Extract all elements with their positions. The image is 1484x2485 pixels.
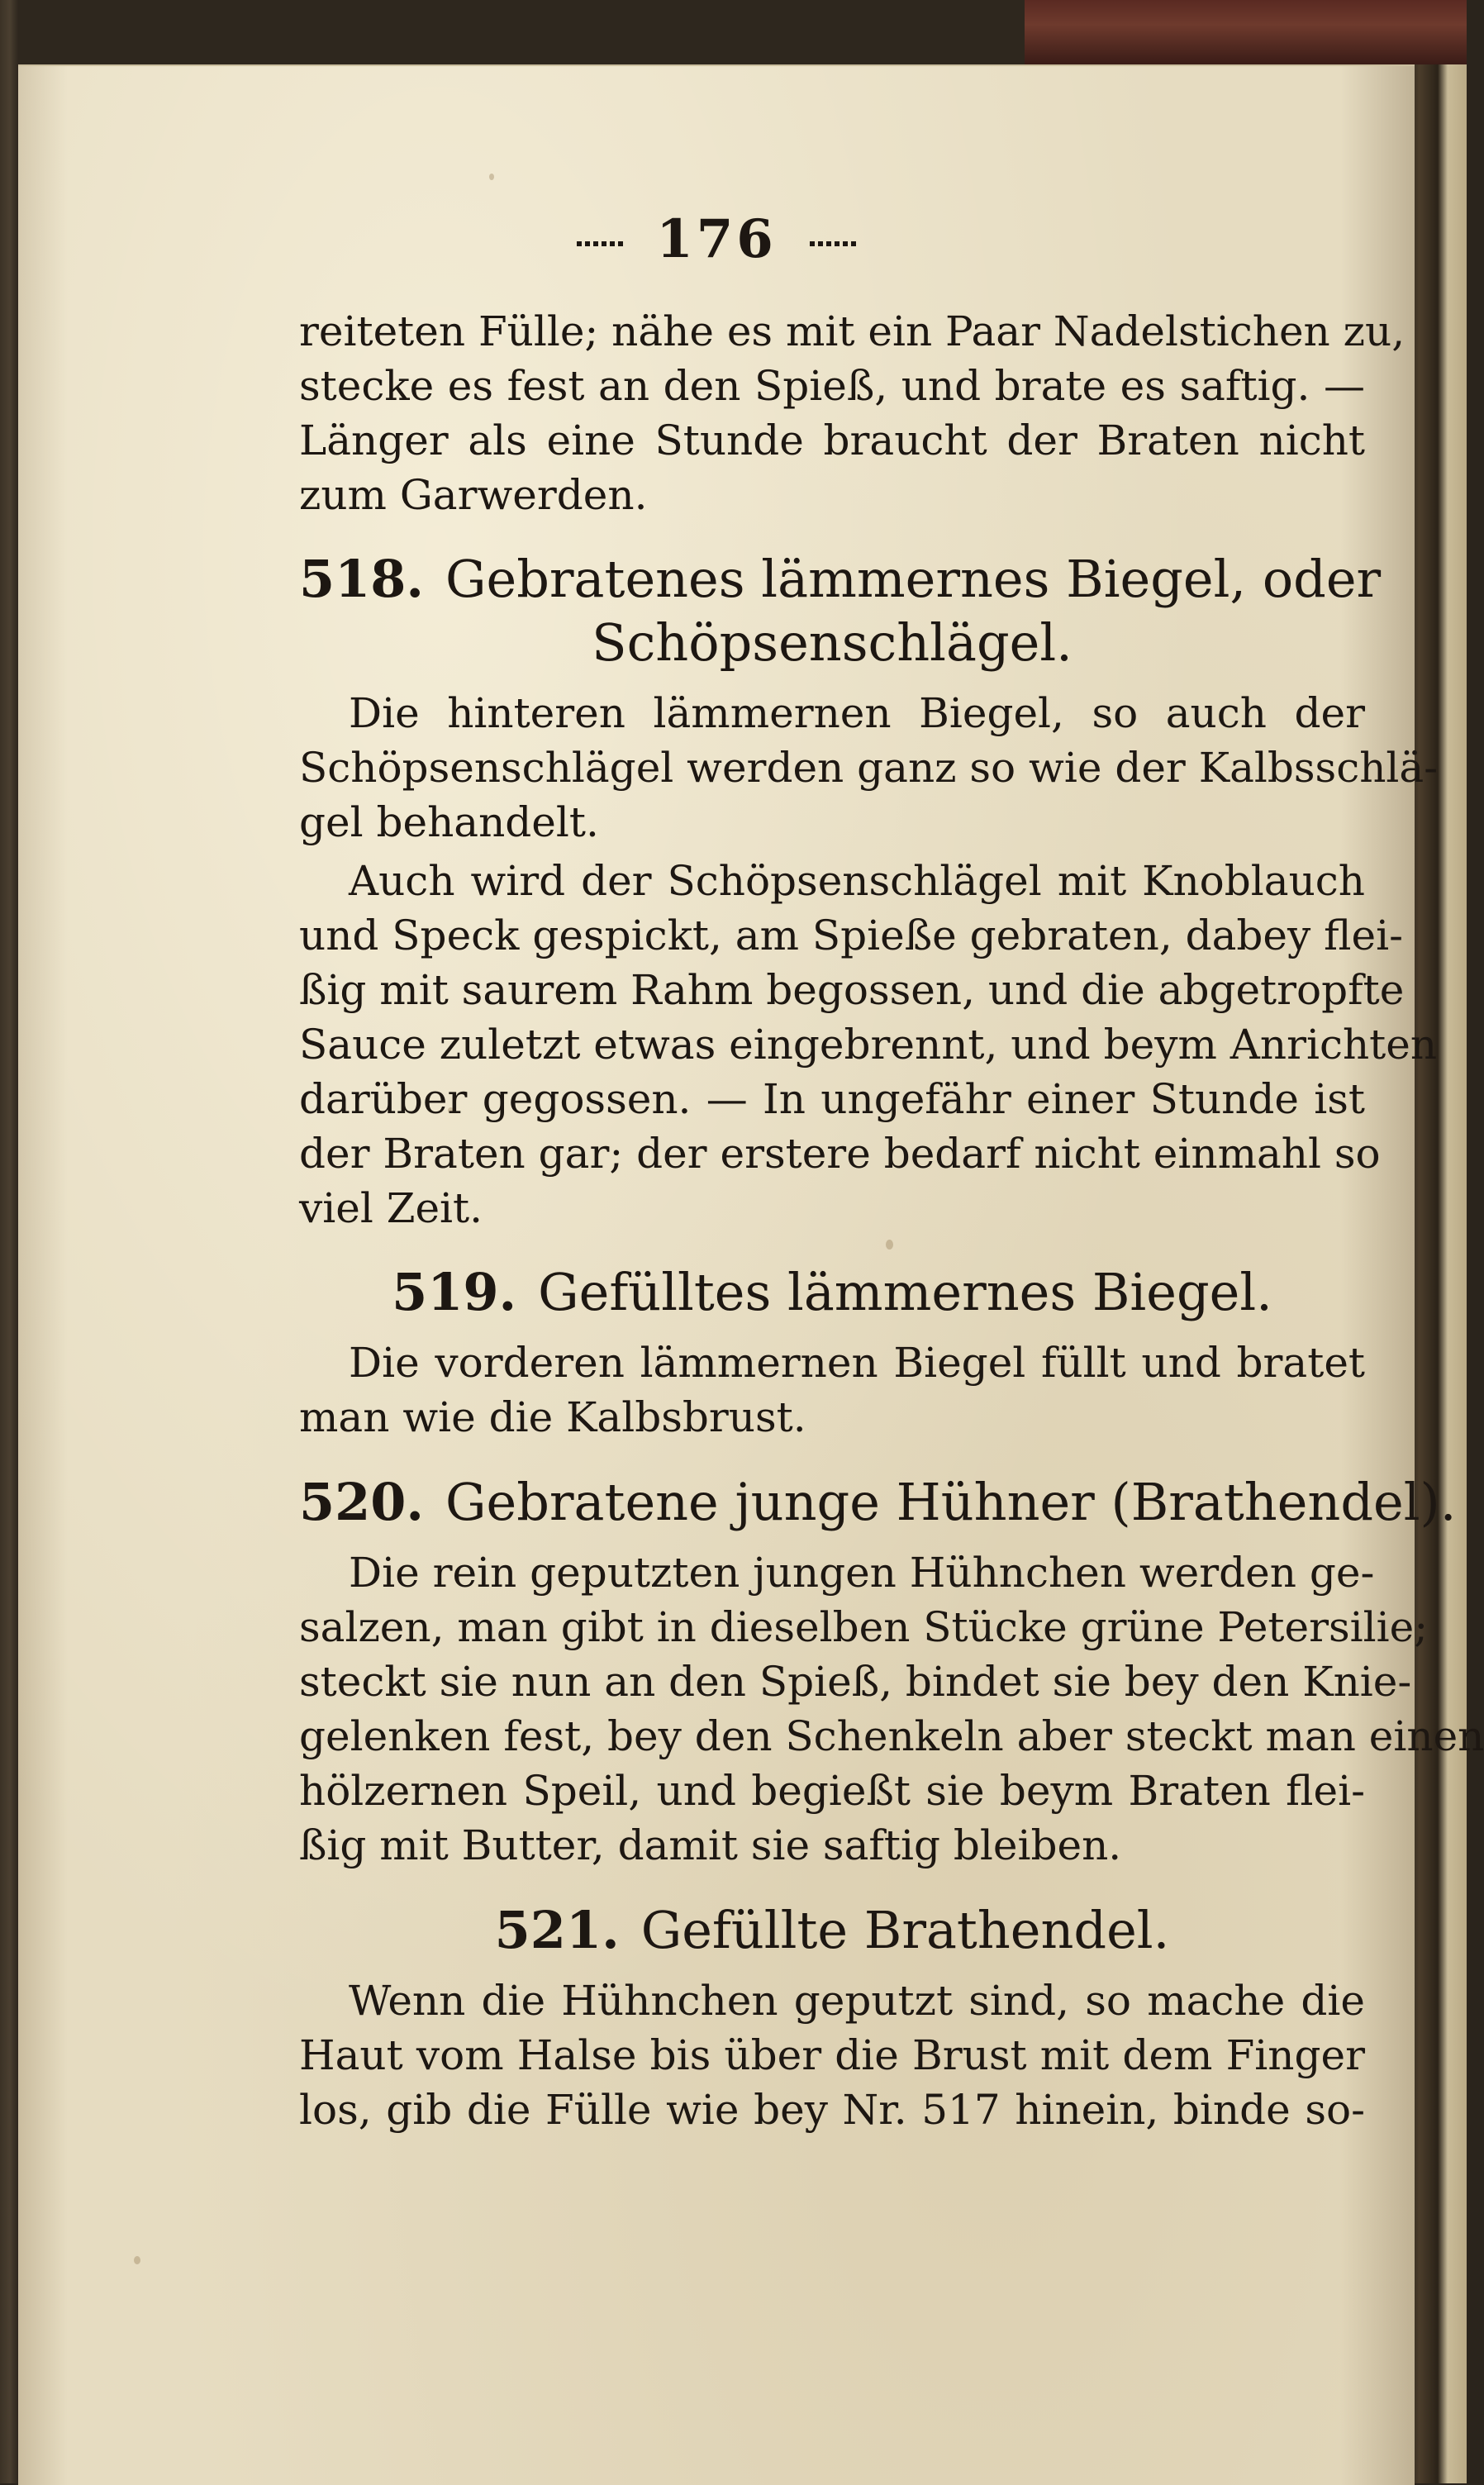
ornament-dash-right	[810, 241, 856, 246]
book-page	[18, 64, 1484, 2485]
recipe-title: Gebratene junge Hühner (Brathendel).	[445, 1472, 1457, 1532]
text-line: darüber gegossen. — In ungefähr einer Stunde ist	[299, 1075, 1365, 1123]
text-line: salzen, man gibt in dieselben Stücke grüne Petersilie;	[299, 1603, 1429, 1651]
page-header	[18, 208, 1415, 270]
text-line: Die hinteren lämmernen Biegel, so auch der	[349, 689, 1365, 737]
text-line: Haut vom Halse bis über die Brust mit dem Finger	[299, 2031, 1365, 2079]
text-line: gel behandelt.	[299, 798, 599, 846]
text-line: der Braten gar; der erstere bedarf nicht einmahl so	[299, 1130, 1381, 1178]
recipe-heading-519	[299, 1263, 1365, 1322]
recipe-heading-521	[299, 1901, 1365, 1960]
text-line: steckt sie nun an den Spieß, bindet sie bey den Knie-	[299, 1658, 1412, 1706]
text-line: los, gib die Fülle wie bey Nr. 517 hinein, binde so-	[299, 2086, 1365, 2134]
text-line: Wenn die Hühnchen geputzt sind, so mache die	[349, 1977, 1365, 2025]
recipe-heading-520	[299, 1472, 1457, 1532]
text-line: ßig mit Butter, damit sie saftig bleiben.	[299, 1821, 1122, 1869]
text-line: stecke es fest an den Spieß, und brate es saftig. —	[299, 362, 1365, 410]
paper-stain	[489, 174, 494, 180]
text-line: hölzernen Speil, und begießt sie beym Braten flei-	[299, 1767, 1365, 1815]
recipe-number: 520.	[299, 1472, 425, 1532]
text-line: Auch wird der Schöpsenschlägel mit Knoblauch	[349, 857, 1365, 905]
text-line: man wie die Kalbsbrust.	[299, 1393, 806, 1441]
text-line: ßig mit saurem Rahm begossen, und die abgetropfte	[299, 966, 1405, 1014]
recipe-title: Gebratenes lämmernes Biegel, oder	[445, 549, 1382, 609]
text-line: zum Garwerden.	[299, 471, 648, 519]
recipe-title: Gefüllte Brathendel.	[640, 1900, 1170, 1960]
recipe-number: 518.	[299, 549, 425, 609]
recipe-heading-518-cont: Schöpsenschlägel.	[592, 612, 1073, 673]
text-line: Sauce zuletzt etwas eingebrennt, und beym Anrichten	[299, 1021, 1438, 1069]
text-line: reiteten Fülle; nähe es mit ein Paar Nadelstichen zu,	[299, 307, 1406, 355]
paper-stain	[886, 1240, 893, 1250]
recipe-title: Gefülltes lämmernes Biegel.	[538, 1262, 1272, 1322]
page-number: 176	[656, 208, 777, 270]
text-line: gelenken fest, bey den Schenkeln aber steckt man einen	[299, 1712, 1484, 1760]
ornament-dash-left	[577, 241, 623, 246]
text-line: und Speck gespickt, am Spieße gebraten, dabey flei-	[299, 912, 1403, 959]
text-line: viel Zeit.	[299, 1184, 483, 1232]
text-line: Länger als eine Stunde braucht der Braten nicht	[299, 417, 1365, 464]
book-binding-edge	[1025, 0, 1467, 64]
text-line: Die vorderen lämmernen Biegel füllt und bratet	[349, 1339, 1365, 1387]
recipe-number: 519.	[392, 1262, 517, 1322]
paper-stain	[134, 2256, 140, 2264]
recipe-number: 521.	[494, 1900, 620, 1960]
text-line: Die rein geputzten jungen Hühnchen werden ge-	[349, 1549, 1375, 1597]
text-line: Schöpsenschlägel werden ganz so wie der Kalbsschlä-	[299, 744, 1439, 792]
recipe-heading-518	[299, 549, 1382, 609]
